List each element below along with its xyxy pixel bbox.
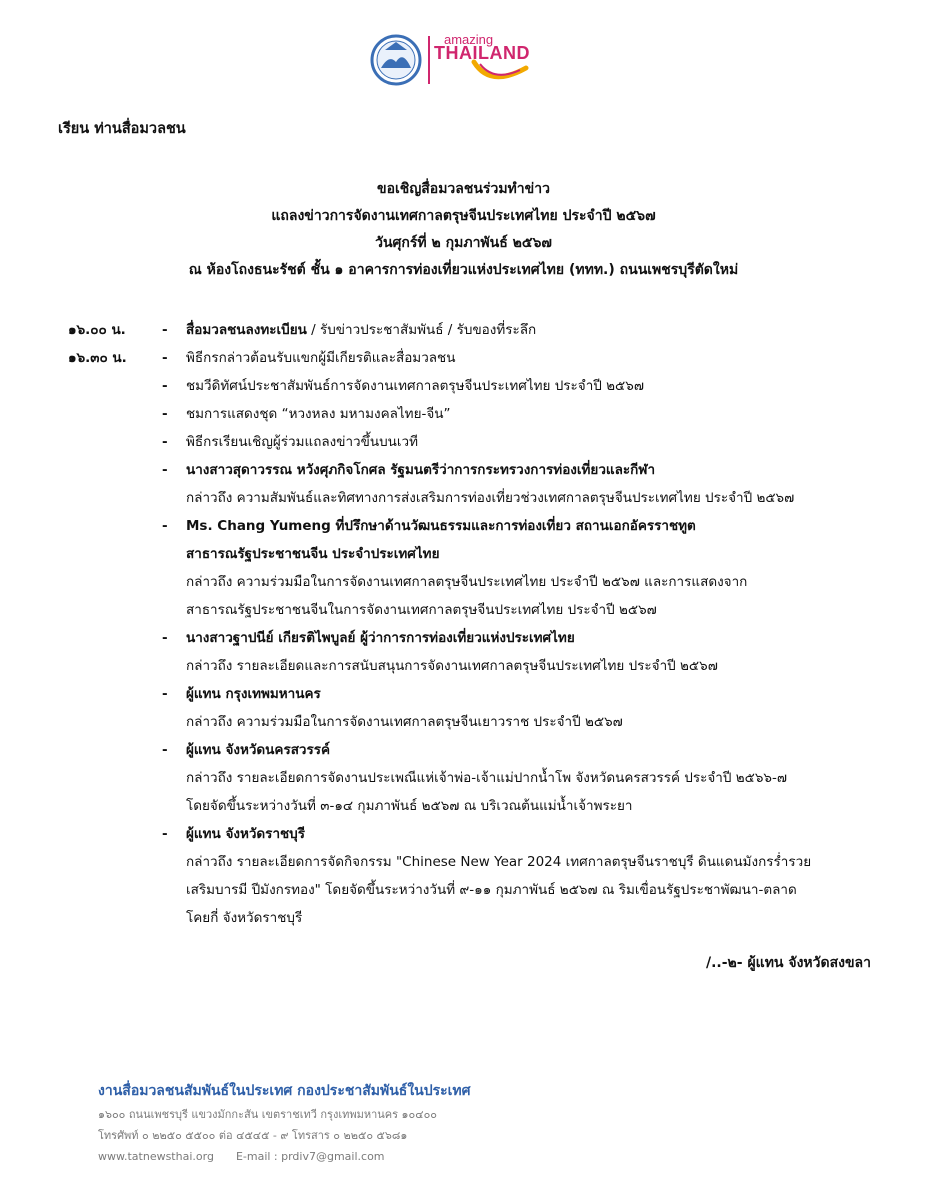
speaker-name: Ms. Chang Yumeng ที่ปรึกษาด้านวัฒนธรรมและการท่องเที่ยว สถานเอกอัครราชทูต: [186, 518, 696, 534]
agenda-dash: -: [162, 322, 168, 338]
agenda-row-cont: [0, 652, 927, 680]
letterhead: [0, 30, 927, 90]
agenda-dash: -: [162, 742, 168, 758]
footer: [98, 1078, 471, 1167]
agenda-row: [0, 680, 927, 708]
speaker-topic: กล่าวถึง ความสัมพันธ์และทิศทางการส่งเสริมการท่องเที่ยวช่วงเทศกาลตรุษจีนประเทศไทย ประจำปี ๒๕๖๗: [186, 490, 795, 506]
speaker-topic: กล่าวถึง รายละเอียดและการสนับสนุนการจัดงานเทศกาลตรุษจีนประเทศไทย ประจำปี ๒๕๖๗: [186, 658, 718, 674]
agenda-row-cont: [0, 792, 927, 820]
speaker-topic: กล่าวถึง รายละเอียดการจัดงานประเพณีแห่เจ้าพ่อ-เจ้าแม่ปากน้ำโพ จังหวัดนครสวรรค์ ประจำปี ๒๕๖๖-๗: [186, 770, 787, 786]
agenda-row-cont: [0, 904, 927, 932]
title-line: แถลงข่าวการจัดงานเทศกาลตรุษจีนประเทศไทย ประจำปี ๒๕๖๗: [271, 208, 656, 224]
agenda-row-cont: [0, 848, 927, 876]
agenda-dash: -: [162, 630, 168, 646]
salutation: เรียน ท่านสื่อมวลชน: [58, 121, 186, 137]
agenda-dash: -: [162, 686, 168, 702]
agenda: [0, 316, 927, 932]
agenda-dash: -: [162, 350, 168, 366]
agenda-row-cont: [0, 484, 927, 512]
agenda-row-cont: [0, 876, 927, 904]
title-line: วันศุกร์ที่ ๒ กุมภาพันธ์ ๒๕๖๗: [375, 235, 552, 251]
speaker-name: นางสาวสุดาวรรณ หวังศุภกิจโกศล รัฐมนตรีว่าการกระทรวงการท่องเที่ยวและกีฬา: [186, 462, 656, 478]
agenda-dash: -: [162, 462, 168, 478]
speaker-topic: โดยจัดขึ้นระหว่างวันที่ ๓-๑๔ กุมภาพันธ์ ๒๕๖๗ ณ บริเวณต้นแม่น้ำเจ้าพระยา: [186, 798, 633, 814]
speaker-name: นางสาวฐาปนีย์ เกียรติไพบูลย์ ผู้ว่าการการท่องเที่ยวแห่งประเทศไทย: [186, 630, 575, 646]
speaker-name: ผู้แทน จังหวัดนครสวรรค์: [186, 742, 331, 758]
agenda-item: พิธีกรเรียนเชิญผู้ร่วมแถลงข่าวขึ้นบนเวที: [186, 434, 418, 450]
agenda-row-cont: [0, 540, 927, 568]
agenda-time: ๑๖.๐๐ น.: [68, 322, 126, 338]
speaker-topic: เสริมบารมี ปีมังกรทอง" โดยจัดขึ้นระหว่างวันที่ ๙-๑๑ กุมภาพันธ์ ๒๕๖๗ ณ ริมเขื่อนรัฐประชาพัฒนา-ตลาด: [186, 882, 797, 898]
brand-logo-text: THAILAND: [434, 43, 530, 63]
speaker-topic: กล่าวถึง ความร่วมมือในการจัดงานเทศกาลตรุษจีนเยาวราช ประจำปี ๒๕๖๗: [186, 714, 623, 730]
agenda-item-bold: สื่อมวลชนลงทะเบียน: [186, 322, 307, 338]
speaker-topic: สาธารณรัฐประชาชนจีนในการจัดงานเทศกาลตรุษจีนประเทศไทย ประจำปี ๒๕๖๗: [186, 602, 657, 618]
agenda-dash: -: [162, 434, 168, 450]
agenda-dash: -: [162, 518, 168, 534]
agenda-row: [0, 344, 927, 372]
footer-address: ๑๖๐๐ ถนนเพชรบุรี แขวงมักกะสัน เขตราชเทวี กรุงเทพมหานคร ๑๐๔๐๐: [98, 1108, 437, 1121]
website-link[interactable]: www.tatnewsthai.org: [98, 1150, 214, 1163]
agenda-item-rest: / รับข่าวประชาสัมพันธ์ / รับของที่ระลึก: [306, 322, 537, 338]
agenda-row: [0, 372, 927, 400]
agenda-row-cont: [0, 708, 927, 736]
agenda-row: [0, 316, 927, 344]
agenda-row: [0, 456, 927, 484]
agenda-row-cont: [0, 764, 927, 792]
title-line: ขอเชิญสื่อมวลชนร่วมทำข่าว: [377, 181, 550, 197]
agenda-item: พิธีกรกล่าวต้อนรับแขกผู้มีเกียรติและสื่อมวลชน: [186, 350, 456, 366]
agenda-row-cont: [0, 596, 927, 624]
speaker-name: ผู้แทน กรุงเทพมหานคร: [186, 686, 321, 702]
invitation-title: [0, 176, 927, 284]
footer-phone: โทรศัพท์ ๐ ๒๒๕๐ ๕๕๐๐ ต่อ ๔๕๔๕ - ๙ โทรสาร ๐ ๒๒๕๐ ๕๖๘๑: [98, 1129, 408, 1142]
speaker-topic: กล่าวถึง ความร่วมมือในการจัดงานเทศกาลตรุษจีนประเทศไทย ประจำปี ๒๕๖๗ และการแสดงจาก: [186, 574, 748, 590]
agenda-row-cont: [0, 568, 927, 596]
agenda-row: [0, 624, 927, 652]
agenda-row: [0, 736, 927, 764]
agenda-item: ชมการแสดงชุด “หวงหลง มหามงคลไทย-จีน”: [186, 406, 451, 422]
agenda-row: [0, 428, 927, 456]
agenda-item: ชมวีดิทัศน์ประชาสัมพันธ์การจัดงานเทศกาลตรุษจีนประเทศไทย ประจำปี ๒๕๖๗: [186, 378, 644, 394]
agenda-row: [0, 820, 927, 848]
agenda-item: [186, 316, 536, 344]
footer-title: งานสื่อมวลชนสัมพันธ์ในประเทศ กองประชาสัมพันธ์ในประเทศ: [98, 1083, 471, 1099]
agenda-time: ๑๖.๓๐ น.: [68, 350, 127, 366]
speaker-name-cont: สาธารณรัฐประชาชนจีน ประจำประเทศไทย: [186, 546, 440, 562]
agenda-dash: -: [162, 826, 168, 842]
brand-small-text: amazing: [444, 32, 494, 47]
agenda-row: [0, 512, 927, 540]
speaker-name: ผู้แทน จังหวัดราชบุรี: [186, 826, 306, 842]
brand-swoosh-icon: [470, 58, 530, 90]
speaker-topic: โคยกี่ จังหวัดราชบุรี: [186, 910, 303, 926]
email-link[interactable]: E-mail : prdiv7@gmail.com: [235, 1150, 385, 1163]
speaker-topic: กล่าวถึง รายละเอียดการจัดกิจกรรม "Chinese New Year 2024 เทศกาลตรุษจีนราชบุรี ดินแดนมังกรร่ำรวย: [186, 854, 812, 870]
agenda-row: [0, 400, 927, 428]
title-line: ณ ห้องโถงธนะรัชต์ ชั้น ๑ อาคารการท่องเที่ยวแห่งประเทศไทย (ททท.) ถนนเพชรบุรีตัดใหม่: [188, 262, 739, 278]
agenda-dash: -: [162, 378, 168, 394]
continuation-note: /..-๒- ผู้แทน จังหวัดสงขลา: [706, 955, 871, 971]
footer-contact: [98, 1146, 471, 1167]
tat-emblem-icon: [367, 34, 425, 86]
agenda-dash: -: [162, 406, 168, 422]
logo-divider: [428, 36, 430, 84]
